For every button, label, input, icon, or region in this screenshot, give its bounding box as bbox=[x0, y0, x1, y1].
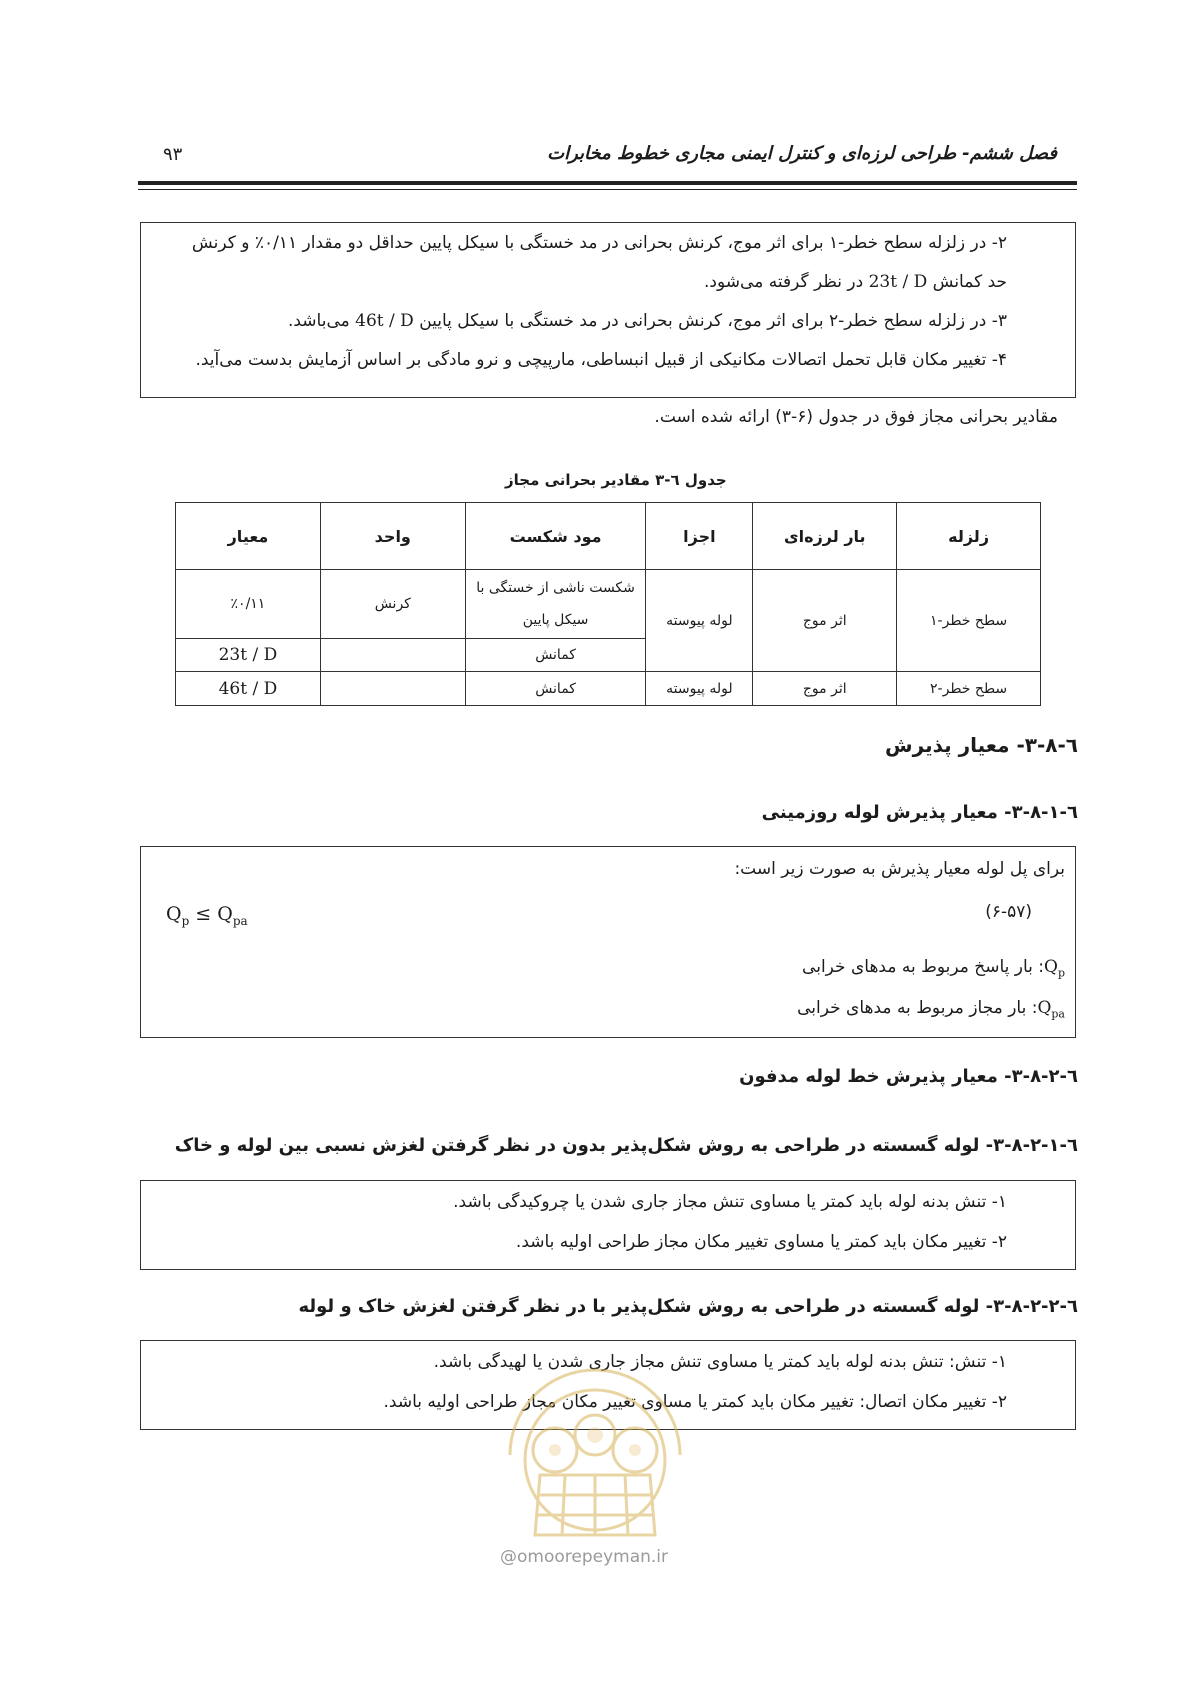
watermark-url: @omoorepeyman.ir bbox=[500, 1547, 669, 1567]
with-slip-line-2: ۲- تغییر مکان اتصال: تغییر مکان باید کمتر یا مساوی تغییر مکان مجاز طراحی اولیه باشد. bbox=[383, 1392, 1007, 1412]
cell-earthquake: سطح خطر-۲ bbox=[897, 672, 1041, 706]
table-row bbox=[176, 570, 1041, 639]
criteria-line-2: ۲- در زلزله سطح خطر-۱ برای اثر موج، کرنش بحرانی در مد خستگی با سیکل پایین حداقل دو مقدار ۰/۱۱٪ و کرنش bbox=[191, 233, 1007, 253]
cell-component: لوله پیوسته bbox=[646, 672, 753, 706]
header-failure-mode: مود شکست bbox=[465, 503, 646, 570]
buckling-formula-46: 46t / D bbox=[355, 311, 414, 331]
buckling-formula-23: 23t / D bbox=[868, 272, 928, 292]
header-rule-thin bbox=[138, 189, 1077, 190]
criteria-line-3: ۳- در زلزله سطح خطر-۲ برای اثر موج، کرنش بحرانی در مد خستگی با سیکل پایین 46t / D می‌باشد. bbox=[287, 311, 1007, 331]
criteria-line-2-tail: در نظر گرفته می‌شود. bbox=[704, 272, 864, 292]
header-rule-thick bbox=[138, 181, 1077, 185]
cell-criterion: ٪۰/۱۱ bbox=[176, 570, 321, 639]
cell-seismic-load: اثر موج bbox=[753, 570, 897, 672]
section-heading-aboveground: ٦-۳-۸-۱- معیار پذیرش لوله روزمینی bbox=[761, 802, 1078, 823]
cell-failure-mode: شکست ناشی از خستگی با سیکل پایین bbox=[465, 570, 646, 639]
cell-failure-mode: کمانش bbox=[465, 639, 646, 672]
cell-failure-mode: کمانش bbox=[465, 672, 646, 706]
header-earthquake: زلزله bbox=[897, 503, 1041, 570]
section-heading-with-slip: ٦-۳-۸-۲-۲- لوله گسسته در طراحی به روش شکل‌پذیر با در نظر گرفتن لغزش خاک و لوله bbox=[298, 1296, 1078, 1317]
table-intro-text: مقادیر بحرانی مجاز فوق در جدول (۶-۳) ارائه شده است. bbox=[654, 407, 1058, 427]
cell-unit: کرنش bbox=[320, 570, 465, 639]
header-criterion: معیار bbox=[176, 503, 321, 570]
no-slip-criteria-box bbox=[140, 1180, 1076, 1270]
aboveground-intro: برای پل لوله معیار پذیرش به صورت زیر است: bbox=[734, 859, 1065, 879]
table-caption: جدول ٦-۳ مقادیر بحرانی مجاز bbox=[505, 471, 727, 489]
section-heading-acceptance: ٦-۳-۸- معیار پذیرش bbox=[885, 733, 1078, 757]
header-seismic-load: بار لرزه‌ای bbox=[753, 503, 897, 570]
criteria-line-2-cont bbox=[704, 270, 1007, 294]
definition-qp: $Q_p$: بار پاسخ مربوط به مدهای خرابی bbox=[802, 957, 1065, 980]
cell-earthquake: سطح خطر-۱ bbox=[897, 570, 1041, 672]
section-heading-buried: ٦-۳-۸-۲- معیار پذیرش خط لوله مدفون bbox=[739, 1066, 1078, 1087]
table-header-row bbox=[176, 503, 1041, 570]
header-unit: واحد bbox=[320, 503, 465, 570]
no-slip-line-1: ۱- تنش بدنه لوله باید کمتر یا مساوی تنش مجاز جاری شدن یا چروکیدگی باشد. bbox=[453, 1192, 1007, 1212]
cell-criterion: 23t / D bbox=[176, 639, 321, 672]
aboveground-criteria-box bbox=[140, 846, 1076, 1038]
table-row bbox=[176, 672, 1041, 706]
criteria-line-2-text: حد کمانش bbox=[932, 272, 1007, 292]
section-heading-no-slip: ٦-۳-۸-۲-۱- لوله گسسته در طراحی به روش شکل‌پذیر بدون در نظر گرفتن لغزش نسبی بین لوله و خاک bbox=[174, 1135, 1078, 1156]
chapter-title: فصل ششم- طراحی لرزه‌ای و کنترل ایمنی مجاری خطوط مخابرات bbox=[547, 143, 1057, 164]
cell-unit bbox=[320, 639, 465, 672]
acceptance-formula: $Q_p \le Q_{pa}$ bbox=[166, 903, 248, 928]
criteria-box bbox=[140, 222, 1076, 398]
equation-number: (۶-۵۷) bbox=[985, 902, 1032, 922]
cell-unit bbox=[320, 672, 465, 706]
allowable-values-table bbox=[175, 502, 1041, 706]
no-slip-line-2: ۲- تغییر مکان باید کمتر یا مساوی تغییر مکان مجاز طراحی اولیه باشد. bbox=[515, 1232, 1007, 1252]
cell-component: لوله پیوسته bbox=[646, 570, 753, 672]
cell-seismic-load: اثر موج bbox=[753, 672, 897, 706]
definition-qpa: $Q_{pa}$: بار مجاز مربوط به مدهای خرابی bbox=[797, 998, 1065, 1021]
cell-criterion: 46t / D bbox=[176, 672, 321, 706]
criteria-line-4: ۴- تغییر مکان قابل تحمل اتصالات مکانیکی از قبیل انبساطی، مارپیچی و نرو مادگی بر اساس آزمایش بدست می‌آید. bbox=[195, 350, 1007, 370]
with-slip-line-1: ۱- تنش: تنش بدنه لوله باید کمتر یا مساوی تنش مجاز جاری شدن یا لهیدگی باشد. bbox=[433, 1352, 1007, 1372]
watermark-seal bbox=[480, 1335, 710, 1550]
page-number: ۹۳ bbox=[163, 144, 183, 165]
header-component: اجزا bbox=[646, 503, 753, 570]
